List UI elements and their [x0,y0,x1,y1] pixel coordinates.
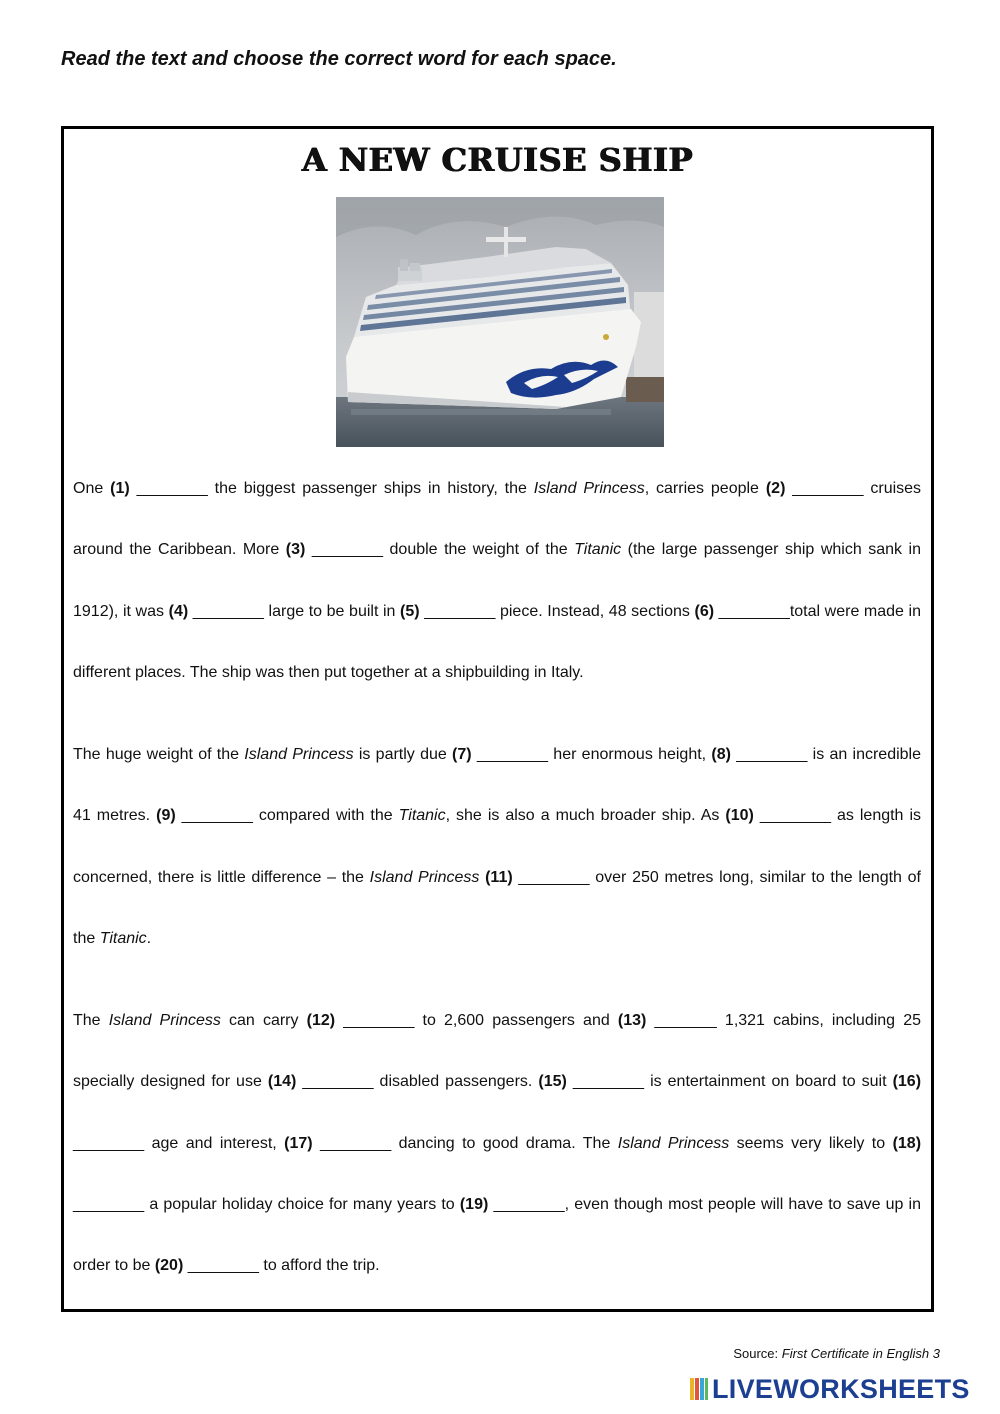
instruction-text: Read the text and choose the correct word for each space. [61,48,617,70]
answer-blank-1[interactable]: ________ [136,480,208,497]
answer-blank-3[interactable]: ________ [311,541,384,559]
gap-number-5: (5) [400,602,420,620]
cruise-ship-photo [336,197,664,447]
gap-number-6: (6) [694,602,715,620]
answer-blank-10[interactable]: ________ [759,807,831,825]
answer-blank-11[interactable]: ________ [518,868,590,886]
gap-number-7: (7) [452,746,472,763]
paragraph-3: The Island Princess can carry (12) ________ to 2,600 passengers and (13) _______ 1,321 cabins, including 25 specially designed for use (14) ________ disabled passengers. (15) ________ is entertainment on board to suit (16) ________ age and interest, (17) ________ dancing to good drama. The Island Princess seems very likely to (18) ________ a popular holiday choice for many years to (19) ________, even though most people will have to save up in order to be (20) ________ to afford the trip. [73,1012,922,1275]
source-book-title: First Certificate in English 3 [781,1346,940,1361]
gap-number-3: (3) [285,541,306,559]
gap-number-15: (15) [538,1073,567,1091]
gap-number-13: (13) [617,1012,647,1029]
source-credit: Source: First Certificate in English 3 [733,1346,940,1361]
paragraph-2: The huge weight of the Island Princess is partly due (7) ________ her enormous height, (8) ________ is an incredible 41 metres. (9) ________ compared with the Titanic, she is also a much broader ship. As (10) ________ as length is concerned, there is little difference – the Island Princess (11) ________ over 250 metres long, similar to the length of the Titanic. [73,746,921,947]
gap-number-16: (16) [892,1073,922,1091]
gap-number-17: (17) [284,1134,313,1152]
gap-number-14: (14) [267,1073,297,1091]
answer-blank-20[interactable]: ________ [187,1257,259,1275]
answer-blank-4[interactable]: ________ [192,602,264,620]
answer-blank-15[interactable]: ________ [572,1073,645,1091]
answer-blank-9[interactable]: ________ [181,807,253,825]
gap-number-11: (11) [485,868,513,886]
answer-blank-13[interactable]: _______ [654,1012,717,1029]
paragraph-1: One (1) ________ the biggest passenger ships in history, the Island Princess, carries people (2) ________ cruises around the Caribbean. More (3) ________ double the weight of the Titanic (the large passenger ship which sank in 1912), it was (4) ________ large to be built in (5) ________ piece. Instead, 48 sections (6) ________total were made in different places. The ship was then put together at a shipbuilding in Italy. [73,480,922,681]
answer-blank-2[interactable]: ________ [792,480,864,497]
answer-blank-6[interactable]: ________ [718,602,790,620]
gap-number-10: (10) [725,807,754,825]
answer-blank-12[interactable]: ________ [343,1012,415,1029]
liveworksheets-logo[interactable] [690,1373,990,1405]
article-frame [61,126,934,1312]
answer-blank-18[interactable]: ________ [73,1195,145,1213]
gap-number-20: (20) [154,1257,184,1275]
answer-blank-5[interactable]: ________ [424,602,496,620]
gap-number-18: (18) [892,1134,922,1152]
gap-number-4: (4) [168,602,189,620]
liveworksheets-icon [690,1378,708,1400]
article-title: A NEW CRUISE SHIP [301,141,694,179]
answer-blank-14[interactable]: ________ [302,1073,374,1091]
answer-blank-16[interactable]: ________ [73,1134,145,1152]
answer-blank-17[interactable]: ________ [320,1134,392,1152]
gap-number-19: (19) [459,1195,489,1213]
gap-number-8: (8) [711,746,731,763]
gap-number-1: (1) [110,480,130,497]
gap-number-9: (9) [156,807,176,825]
gap-number-12: (12) [306,1012,336,1029]
brand-name: LIVEWORKSHEETS [712,1374,970,1404]
gap-number-2: (2) [765,480,786,497]
answer-blank-7[interactable]: ________ [476,746,549,763]
answer-blank-19[interactable]: ________ [493,1195,565,1213]
answer-blank-8[interactable]: ________ [736,746,808,763]
